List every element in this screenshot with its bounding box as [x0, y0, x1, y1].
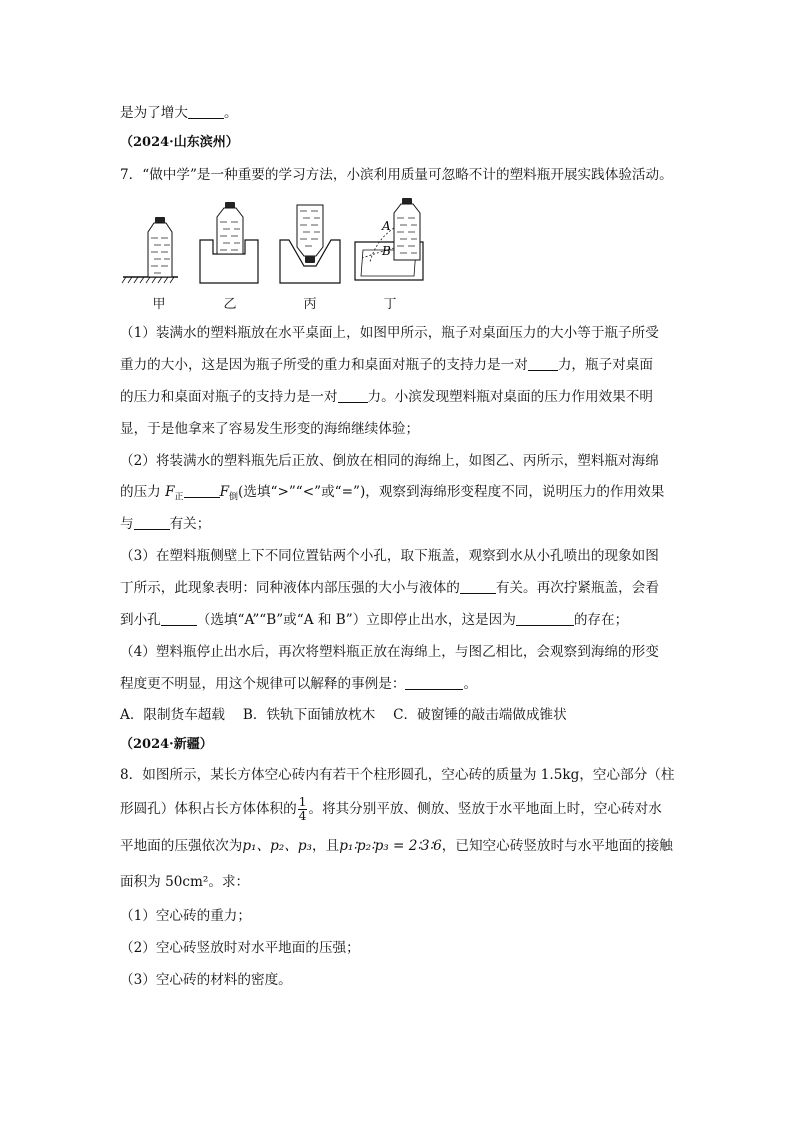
q7-p3-line1: （3）在塑料瓶侧壁上下不同位置钻两个小孔，取下瓶盖，观察到水从小孔喷出的现象如图	[120, 548, 659, 564]
answer-blank[interactable]	[134, 515, 170, 530]
q7-figure	[118, 190, 438, 310]
q7-p4-line2: 程度更不明显，用这个规律可以解释的事例是： 。	[120, 676, 478, 692]
answer-blank[interactable]	[338, 388, 368, 403]
figure-jia	[122, 217, 178, 283]
figure-bing	[280, 205, 340, 283]
label-a: A	[382, 219, 391, 233]
caption-ding: 丁	[383, 297, 397, 312]
q7-p2-line2: 的压力 $F_正$ $F_倒$(选填“>”“<”或“=”)，观察到海绵形变程度不同，说明压力的作用效果	[120, 484, 665, 503]
q7-p1-line1: （1）装满水的塑料瓶放在水平桌面上，如图甲所示，瓶子对桌面压力的大小等于瓶子所受	[120, 325, 659, 341]
q8-source: （2024·新疆）	[120, 737, 213, 752]
q7-p1-line2: 重力的大小，这是因为瓶子所受的重力和桌面对瓶子的支持力是一对 力，瓶子对桌面	[120, 357, 653, 373]
q8-sub2: （2）空心砖竖放时对水平地面的压强；	[120, 940, 360, 956]
answer-blank[interactable]	[188, 104, 224, 119]
caption-jia: 甲	[152, 297, 166, 312]
top-line: 是为了增大 。	[120, 105, 238, 121]
q8-sub1: （1）空心砖的重力；	[120, 908, 251, 924]
q7-p1-line4: 显，于是他拿来了容易发生形变的海绵继续体验；	[120, 421, 420, 437]
label-b: B	[382, 244, 391, 258]
answer-blank[interactable]	[405, 675, 463, 690]
q8-sub3: （3）空心砖的材料的密度。	[120, 972, 292, 988]
q7-p1-line3: 的压力和桌面对瓶子的支持力是一对 力。小滨发现塑料瓶对桌面的压力作用效果不明	[120, 389, 653, 405]
answer-blank[interactable]	[184, 483, 220, 498]
q7-p3-line2: 丁所示，此现象表明：同种液体内部压强的大小与液体的 有关。再次拧紧瓶盖，会看	[120, 580, 659, 596]
q7-source: （2024·山东滨州）	[120, 135, 239, 150]
q8-line1: 8．如图所示，某长方体空心砖内有若干个柱形圆孔，空心砖的质量为 1.5kg，空心部分（柱	[120, 767, 675, 783]
q7-p3-line3: 到小孔 （选填“A”“B”或“A 和 B”）立即停止出水，这是因为 的存在；	[120, 612, 629, 628]
answer-blank[interactable]	[161, 611, 197, 626]
q7-p4-line1: （4）塑料瓶停止出水后，再次将塑料瓶正放在海绵上，与图乙相比，会观察到海绵的形变	[120, 644, 659, 660]
bottle-diagram	[118, 190, 438, 290]
answer-blank[interactable]	[460, 579, 496, 594]
q8-line2: 形圆孔）体积占长方体体积的 $\frac{1}{4}$ 。将其分别平放、侧放、竖放于水平地面上时，空心砖对水	[120, 795, 662, 823]
figure-yi	[200, 202, 258, 283]
q7-stem: 7．“做中学”是一种重要的学习方法，小滨利用质量可忽略不计的塑料瓶开展实践体验活动。	[120, 167, 673, 183]
q7-options: A．限制货车超载 B．铁轨下面铺放枕木 C．破窗锤的敲击端做成锥状	[120, 707, 567, 723]
q8-line4: 面积为 50cm²。求：	[120, 874, 250, 890]
q7-p2-line3: 与 有关；	[120, 516, 211, 532]
q7-p2-line1: （2）将装满水的塑料瓶先后正放、倒放在相同的海绵上，如图乙、丙所示，塑料瓶对海绵	[120, 453, 659, 469]
caption-bing: 丙	[303, 297, 317, 312]
fraction-one-quarter: $\frac{1}{4}$	[298, 795, 307, 823]
figure-ding	[355, 198, 423, 280]
caption-yi: 乙	[223, 297, 237, 312]
answer-blank[interactable]	[516, 611, 574, 626]
q8-line3: 平地面的压强依次为p₁、p₂、p₃，且p₁∶p₂∶p₃ = 2∶3∶6，已知空心砖竖放时与水平地面的接触	[120, 838, 673, 854]
answer-blank[interactable]	[528, 356, 558, 371]
